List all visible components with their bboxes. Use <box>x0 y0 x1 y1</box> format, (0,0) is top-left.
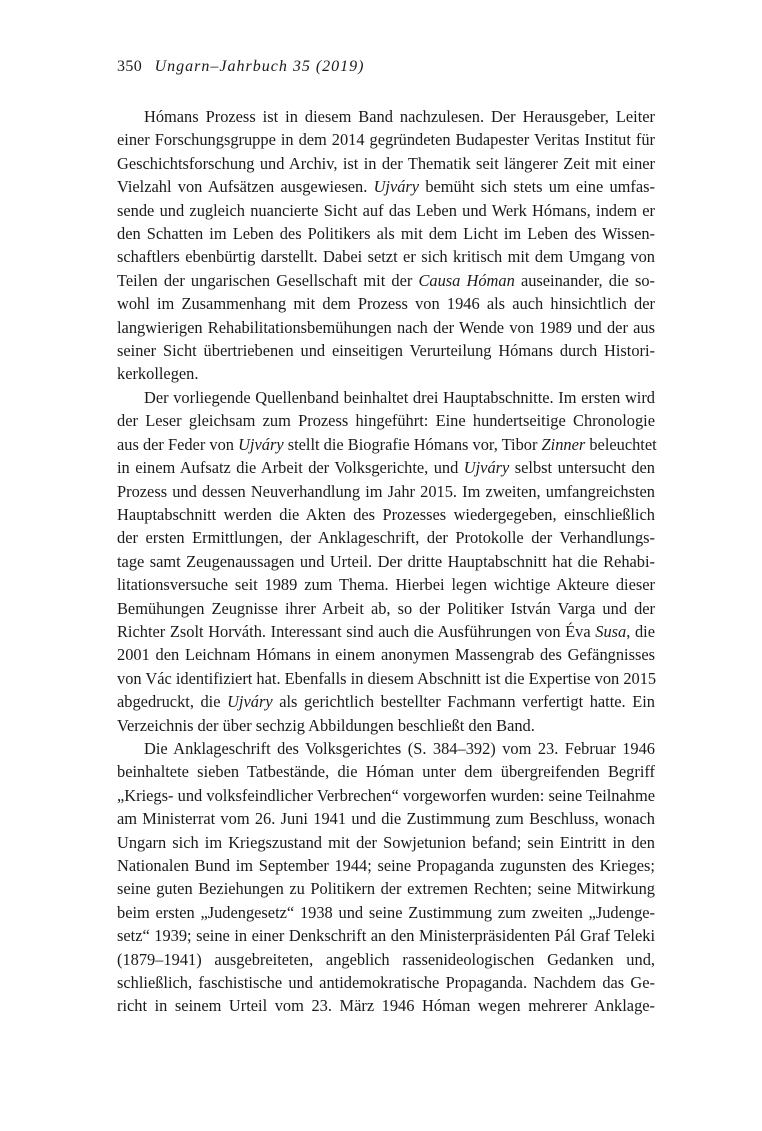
italic-name: Susa <box>595 621 627 641</box>
text-line <box>117 550 655 573</box>
text-run: aus der Feder von <box>117 434 239 454</box>
paragraph <box>117 386 655 737</box>
text-run: von Vác identifiziert hat. Ebenfalls in diesem Abschnitt ist die Expertise von 2015 <box>117 668 657 688</box>
text-run: sende und zugleich nuancierte Sicht auf das Leben und Werk Hómans, indem er <box>117 200 655 220</box>
text-line <box>117 877 655 900</box>
text-run: Hómans Prozess ist in diesem Band nachzulesen. Der Herausgeber, Leiter <box>144 107 655 126</box>
italic-name: Ujváry <box>238 434 284 454</box>
text-line <box>117 362 655 385</box>
text-line <box>117 175 655 198</box>
text-run: (1879–1941) ausgebreiteten, angeblich rassenideologischen Gedanken und, <box>117 949 655 969</box>
text-line <box>117 854 655 877</box>
text-run: langwierigen Rehabilitationsbemühungen nach der Wende von 1989 und der aus <box>117 317 655 337</box>
text-line <box>117 105 655 128</box>
text-run: setz“ 1939; seine in einer Denkschrift an den Ministerpräsidenten Pál Graf Teleki <box>117 926 655 946</box>
italic-name: Zinner <box>541 434 586 454</box>
text-run: am Ministerrat vom 26. Juni 1941 und die Zustimmung zum Beschluss, wonach <box>117 809 655 829</box>
running-head <box>117 58 364 76</box>
text-line <box>117 152 655 175</box>
italic-name: Ujváry <box>373 177 420 197</box>
text-line <box>117 971 655 994</box>
text-run: 2001 den Leichnam Hómans in einem anonymen Massengrab des Gefängnisses <box>117 645 655 665</box>
text-line <box>117 339 655 362</box>
text-run: als gerichtlich bestellter Fachmann verfertigt hatte. Ein <box>272 692 655 712</box>
text-run: den Schatten im Leben des Politikers als mit dem Licht im Leben des Wissen- <box>117 224 655 244</box>
text-run: seine guten Beziehungen zu Politikern der extremen Rechten; seine Mitwirkung <box>117 879 655 899</box>
text-line <box>117 994 655 1017</box>
text-run: Der vorliegende Quellenband beinhaltet drei Hauptabschnitte. Im ersten wird <box>144 387 655 407</box>
text-run: richt in seinem Urteil vom 23. März 1946 Hóman wegen mehrerer Anklage- <box>117 996 655 1016</box>
text-line <box>117 597 655 620</box>
text-line <box>117 409 655 432</box>
text-run: beleuchtet <box>585 434 657 454</box>
text-run: seiner Sicht übertriebenen und einseitigen Verurteilung Hómans durch Histori- <box>117 341 655 361</box>
text-line <box>117 316 655 339</box>
text-run: in einem Aufsatz die Arbeit der Volksgerichte, und <box>117 458 464 478</box>
text-run: beim ersten „Judengesetz“ 1938 und seine Zustimmung zum zweiten „Judenge- <box>117 902 655 922</box>
text-run: der ersten Ermittlungen, der Anklageschrift, der Protokolle der Verhandlungs- <box>117 528 655 548</box>
text-run: abgedruckt, die <box>117 692 228 712</box>
text-run: Prozess und dessen Neuverhandlung im Jahr 2015. Im zweiten, umfangreichsten <box>117 481 655 501</box>
text-line <box>117 245 655 268</box>
text-run: Teilen der ungarischen Gesellschaft mit der <box>117 270 419 290</box>
body-text <box>117 105 655 1018</box>
text-run: bemüht sich stets um eine umfas- <box>419 177 655 197</box>
text-run: „Kriegs- und volksfeindlicher Verbrechen“ vorgeworfen wurden: seine Teilnahme <box>117 785 655 805</box>
text-run: Vielzahl von Aufsätzen ausgewiesen. <box>117 177 374 197</box>
text-line <box>117 503 655 526</box>
text-line <box>117 573 655 596</box>
text-run: Nationalen Bund im September 1944; seine Propaganda zugunsten des Krieges; <box>117 856 655 875</box>
text-line <box>117 714 655 737</box>
text-line <box>117 643 655 666</box>
text-run: schließlich, faschistische und antidemokratische Propaganda. Nachdem das Ge- <box>117 973 655 993</box>
text-run: wohl im Zusammenhang mit dem Prozess von 1946 als auch hinsichtlich der <box>117 294 655 314</box>
text-line <box>117 737 655 760</box>
paragraph <box>117 105 655 386</box>
text-line <box>117 292 655 315</box>
text-run: tage samt Zeugenaussagen und Urteil. Der dritte Hauptabschnitt hat die Rehabi- <box>117 551 655 571</box>
text-run: der Leser gleichsam zum Prozess hingeführt: Eine hundertseitige Chronologie <box>117 411 655 431</box>
text-run: Hauptabschnitt werden die Akten des Prozesses wiedergegeben, einschließlich <box>117 504 655 524</box>
text-line <box>117 807 655 830</box>
text-line <box>117 784 655 807</box>
text-run: beinhaltete sieben Tatbestände, die Hóman unter dem übergreifenden Begriff <box>117 762 655 782</box>
page-number: 350 <box>117 58 143 75</box>
italic-name: Ujváry <box>227 692 273 712</box>
text-line <box>117 667 655 690</box>
text-line <box>117 199 655 222</box>
text-line <box>117 480 655 503</box>
text-run: stellt die Biografie Hómans vor, Tibor <box>283 434 542 454</box>
text-run: Verzeichnis der über sechzig Abbildungen beschließt den Band. <box>117 715 535 735</box>
text-line <box>117 924 655 947</box>
text-run: litationsversuche seit 1989 zum Thema. Hierbei legen wichtige Akteure dieser <box>117 575 655 595</box>
text-line <box>117 526 655 549</box>
italic-name: Causa Hóman <box>418 270 515 290</box>
text-run: kerkollegen. <box>117 364 199 384</box>
text-line <box>117 222 655 245</box>
text-line <box>117 690 655 713</box>
text-line <box>117 760 655 783</box>
italic-name: Ujváry <box>463 458 510 478</box>
text-run: , die <box>626 621 655 641</box>
text-line <box>117 456 655 479</box>
text-line <box>117 831 655 854</box>
journal-title: Ungarn–Jahrbuch 35 (2019) <box>154 58 365 75</box>
text-line <box>117 386 655 409</box>
text-line <box>117 128 655 151</box>
text-run: Die Anklageschrift des Volksgerichtes (S. 384–392) vom 23. Februar 1946 <box>144 738 655 758</box>
text-run: Ungarn sich im Kriegszustand mit der Sowjetunion befand; sein Eintritt in den <box>117 832 655 852</box>
text-line <box>117 901 655 924</box>
text-run: selbst untersucht den <box>509 458 655 478</box>
text-run: einer Forschungsgruppe in dem 2014 gegründeten Budapester Veritas Institut für <box>117 130 655 150</box>
text-line <box>117 269 655 292</box>
text-run: Richter Zsolt Horváth. Interessant sind auch die Ausführungen von Éva <box>117 621 596 641</box>
text-run: schaftlers ebenbürtig darstellt. Dabei setzt er sich kritisch mit dem Umgang von <box>117 247 655 267</box>
text-run: auseinander, die so- <box>514 270 655 290</box>
text-line <box>117 433 655 456</box>
text-line <box>117 620 655 643</box>
text-run: Geschichtsforschung und Archiv, ist in der Thematik seit längerer Zeit mit einer <box>117 153 655 173</box>
text-run: Bemühungen Zeugnisse ihrer Arbeit ab, so der Politiker István Varga und der <box>117 598 655 618</box>
text-line <box>117 948 655 971</box>
paragraph <box>117 737 655 1018</box>
